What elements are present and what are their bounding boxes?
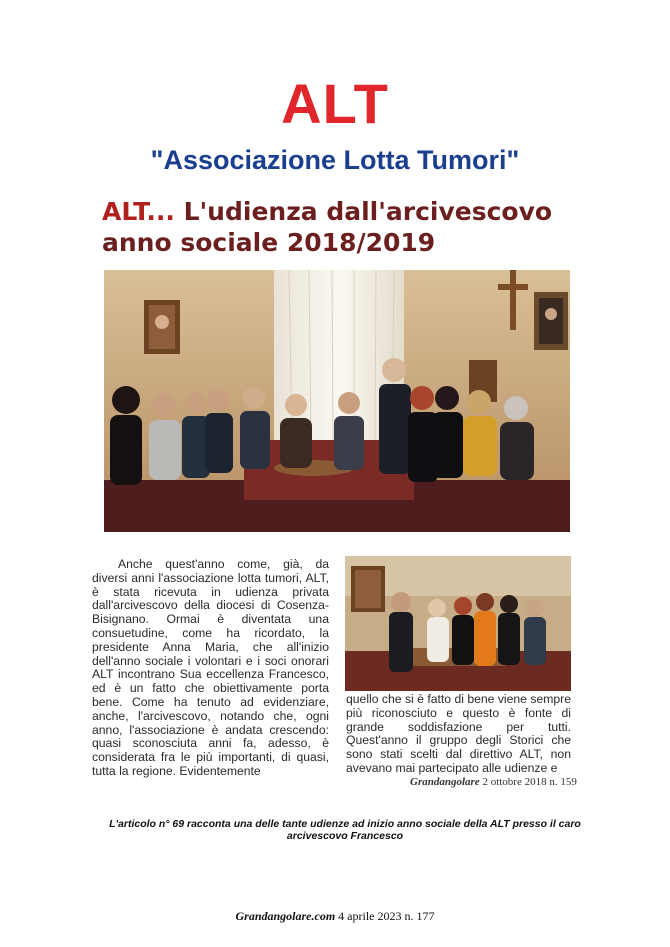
article-column-left: Anche quest'anno come, già, da diversi anni l'associazione lotta tumori, ALT, è stata ricevuta in udienza privata dall'arcivescovo della diocesi di Cosenza-Bisignano. Ormai è diventata una consuetudine, come ha ricordato, la presidente Anna Maria, che all'inizio dell'anno sociale i volontari e i soci onorari ALT incontrano Sua eccellenza Francesco, ed è un fatto che obiettivamente porta bene. Come ha tenuto ad evidenziare, anche, l'arcivescovo, notando che, ogni anno, l'associazione è andata crescendo: quasi sconosciuta anni fa, adesso, è considerata fra le più importanti, di quasi, tutta la regione. Evidentemente <box>92 557 329 778</box>
article-headline <box>102 196 622 258</box>
group-photo <box>104 270 570 532</box>
photo-caption: L'articolo n° 69 racconta una delle tante udienze ad inizio anno sociale della ALT presso il caro arcivescovo Francesco <box>109 818 581 842</box>
source-date: 2 ottobre 2018 n. 159 <box>479 776 577 788</box>
page-footer <box>0 909 670 924</box>
source-publication: Grandangolare <box>410 776 480 788</box>
group-photo-secondary <box>345 556 571 691</box>
alt-logo: ALT <box>281 72 389 135</box>
article-column-right: quello che si è fatto di bene viene sempre più riconosciuto e questo è fonte di grande soddisfazione per tutti. Quest'anno il gruppo degli Storici che sono stati scelti dal direttivo ALT, non avevano mai partecipato alle udienze e <box>346 692 571 775</box>
article-source <box>410 776 580 788</box>
headline-line2: anno sociale 2018/2019 <box>102 228 436 257</box>
headline-line1: L'udienza dall'arcivescovo <box>174 197 553 226</box>
footer-issue: 4 aprile 2023 n. 177 <box>335 909 435 923</box>
association-name: "Associazione Lotta Tumori" <box>150 145 520 175</box>
footer-site: Grandangolare.com <box>235 909 336 923</box>
headline-prefix: ALT... <box>102 197 175 226</box>
